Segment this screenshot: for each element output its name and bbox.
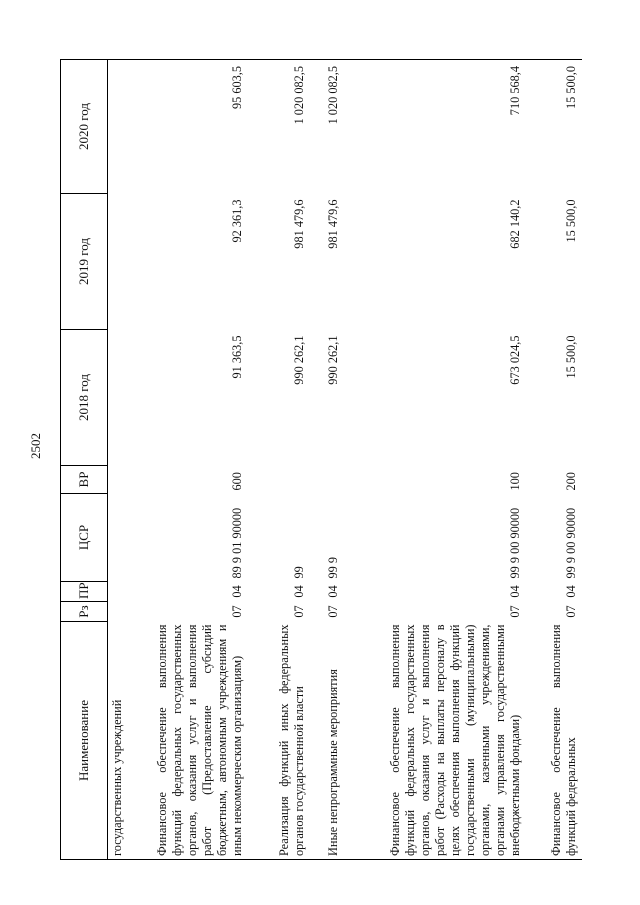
row-vr: 600 — [229, 472, 244, 491]
table-header — [61, 60, 108, 860]
row-2019: 682 140,2 — [507, 199, 522, 249]
row-rz: 07 — [291, 605, 306, 618]
header-pr: ПР — [61, 582, 108, 602]
table-row — [108, 60, 134, 860]
row-name: Реализация функций иных федеральных органов государственной власти — [248, 622, 310, 860]
row-rz — [108, 602, 134, 622]
row-2018: 673 024,5 — [507, 335, 522, 385]
row-2019: 981 479,6 — [291, 199, 306, 249]
row-2019: 92 361,3 — [229, 199, 244, 243]
row-2020: 710 568,4 — [344, 60, 526, 194]
row-2020 — [108, 60, 134, 194]
row-pr: 04 — [507, 585, 522, 598]
row-rz: 07 — [507, 605, 522, 618]
row-vr: 100 — [507, 472, 522, 491]
rotated-table-container — [60, 60, 580, 860]
row-pr: 04 — [325, 585, 340, 598]
table-row — [526, 60, 582, 860]
row-vr: 200 — [563, 472, 578, 491]
table-body — [108, 60, 582, 860]
header-name: Наименование — [61, 622, 108, 860]
table-row — [310, 60, 344, 860]
row-vr — [108, 466, 134, 494]
row-pr: 04 — [563, 585, 578, 598]
row-pr: 04 — [291, 585, 306, 598]
page-number: 2502 — [28, 433, 43, 459]
row-name: Финансовое обеспечение выполнения функций федеральных — [526, 622, 582, 860]
header-2020: 2020 год — [61, 60, 108, 194]
header-csr: ЦСР — [61, 494, 108, 582]
row-rz: 07 — [563, 605, 578, 618]
row-2019: 981 479,6 — [325, 199, 340, 249]
row-name: Финансовое обеспечение выполнения функций федеральных государственных органов, оказания услуг и выполнения работ (Предоставление субсидий бюджетным, автономным учреждениям и иным некоммерческим организациям) — [134, 622, 248, 860]
row-2018: 15 500,0 — [563, 335, 578, 379]
row-rz: 07 — [229, 605, 244, 618]
table-row — [344, 60, 526, 860]
row-2018: 990 262,1 — [325, 335, 340, 385]
row-csr: 99 9 00 90000 — [507, 507, 522, 579]
row-csr — [108, 494, 134, 582]
row-csr: 89 9 01 90000 — [229, 507, 244, 579]
header-2019: 2019 год — [61, 194, 108, 330]
row-name: Финансовое обеспечение выполнения функций федеральных государственных органов, оказания услуг и выполнения работ (Расходы на выплаты персоналу в целях обеспечения выполнения функций государственными (муниципальными) органами, казенными учреждениями, органами управления государственными внебюджетными фондами) — [344, 622, 526, 860]
table-row — [134, 60, 248, 860]
row-name: государственных учреждений — [108, 622, 134, 860]
row-pr — [108, 582, 134, 602]
header-2018: 2018 год — [61, 330, 108, 466]
table-row — [248, 60, 310, 860]
row-2020: 15 500,0 — [526, 60, 582, 194]
row-2020: 1 020 082,5 — [248, 60, 310, 194]
row-pr: 04 — [229, 585, 244, 598]
row-csr: 99 — [291, 566, 306, 579]
row-2018 — [108, 330, 134, 466]
row-csr: 99 9 — [325, 556, 340, 579]
row-2019: 15 500,0 — [563, 199, 578, 243]
row-2019 — [108, 194, 134, 330]
row-vr — [310, 466, 344, 494]
row-csr: 99 9 00 90000 — [563, 507, 578, 579]
row-2020: 95 603,5 — [134, 60, 248, 194]
row-vr — [248, 466, 310, 494]
row-2018: 990 262,1 — [291, 335, 306, 385]
row-2020: 1 020 082,5 — [310, 60, 344, 194]
header-rz: Рз — [61, 602, 108, 622]
row-name: Иные непрограммные мероприятия — [310, 622, 344, 860]
row-2018: 91 363,5 — [229, 335, 244, 379]
header-vr: ВР — [61, 466, 108, 494]
row-rz: 07 — [325, 605, 340, 618]
budget-table — [60, 59, 582, 860]
